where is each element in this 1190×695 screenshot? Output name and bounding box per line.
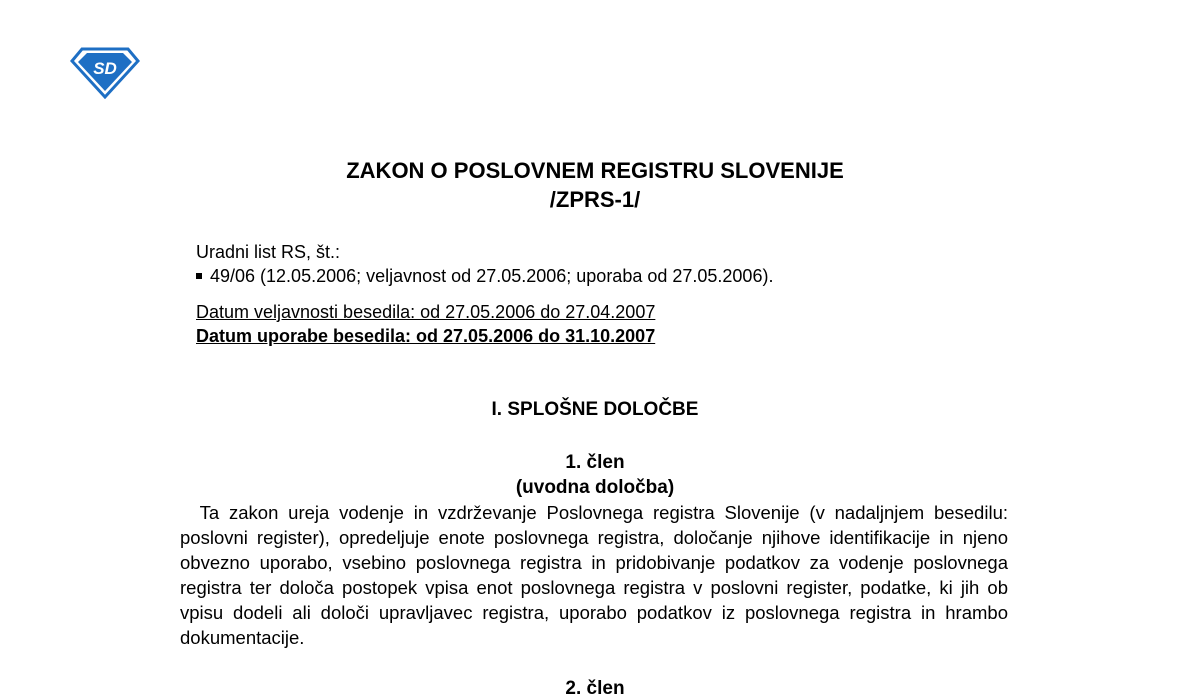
article-2-heading: [0, 676, 1190, 695]
article-1-number: 1. člen: [565, 452, 625, 473]
article-2-number: 2. člen: [565, 678, 625, 695]
article-1-heading: [0, 450, 1190, 500]
validity-date: Datum veljavnosti besedila: od 27.05.2006 do 27.04.2007: [196, 302, 656, 322]
application-date: Datum uporabe besedila: od 27.05.2006 do 31.10.2007: [196, 326, 656, 346]
section-title: I. SPLOŠNE DOLOČBE: [491, 399, 699, 420]
gazette-info: [196, 240, 773, 288]
diamond-logo-icon: [70, 47, 140, 99]
article-1-body: Ta zakon ureja vodenje in vzdrževanje Poslovnega registra Slovenije (v nadaljnjem besedilu: poslovni register), opredeljuje enote poslovnega registra, določanje njihove identifikacije in njeno obvezno uporabo, vsebino poslovnega registra in pridobivanje podatkov za vodenje poslovnega registra ter določa postopek vpisa enot poslovnega registra v poslovni register, podatke, ki jih ob vpisu dodeli ali določi upravljavec registra, uporabo podatkov iz poslovnega registra in hrambo dokumentacije.: [180, 502, 1008, 648]
article-1-text: [180, 500, 1008, 650]
gazette-entry-text: 49/06 (12.05.2006; veljavnost od 27.05.2006; uporaba od 27.05.2006).: [210, 266, 774, 286]
logo-text: SD: [93, 59, 117, 78]
validity-info: [196, 300, 655, 348]
gazette-entry: [196, 264, 773, 288]
gazette-label: Uradni list RS, št.:: [196, 242, 341, 262]
document-title: [0, 156, 1190, 214]
title-line-1: ZAKON O POSLOVNEM REGISTRU SLOVENIJE: [346, 158, 844, 183]
bullet-icon: [196, 273, 202, 279]
article-1-title: (uvodna določba): [515, 477, 675, 498]
title-line-2: /ZPRS-1/: [549, 187, 641, 212]
